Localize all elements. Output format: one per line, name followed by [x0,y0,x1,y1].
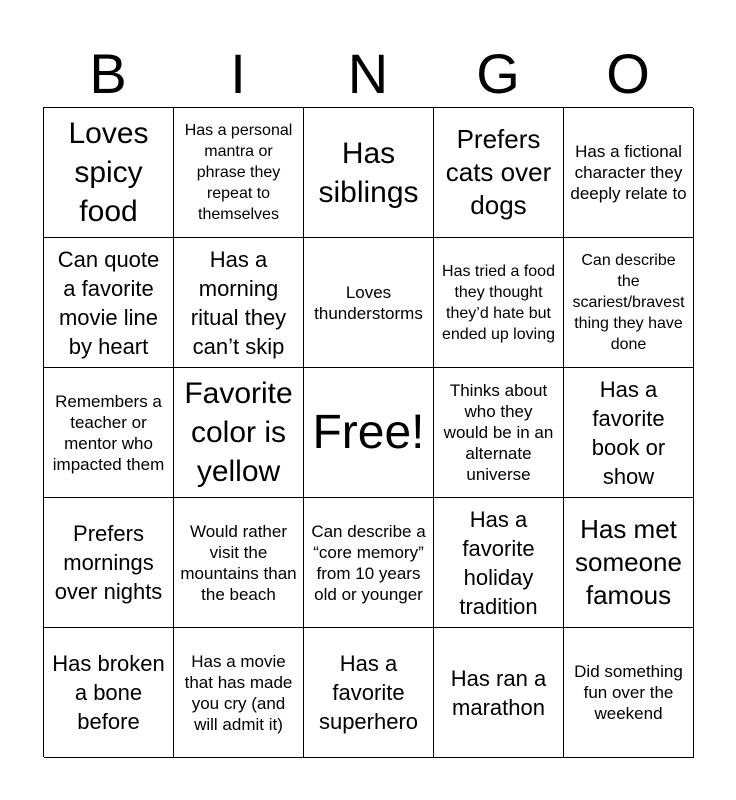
bingo-header [43,40,693,108]
cell-text: Has a movie that has made you cry (and will admit it) [184,651,293,734]
bingo-cell[interactable] [44,108,174,238]
cell-text: Loves spicy food [68,117,149,228]
cell-text: Has a favorite book or show [591,376,666,489]
header-letter-b: B [89,42,127,105]
bingo-cell[interactable] [44,628,174,758]
header-letter-i: I [230,42,246,105]
bingo-cell[interactable] [44,238,174,368]
cell-text: Can quote a favorite movie line by heart [57,246,160,359]
bingo-cell[interactable] [304,238,434,368]
header-letter-o: O [606,42,650,105]
bingo-cell[interactable] [564,238,694,368]
cell-text: Favorite color is yellow [184,377,293,488]
bingo-cell[interactable] [434,628,564,758]
bingo-cell[interactable] [44,368,174,498]
cell-text: Prefers cats over dogs [445,124,552,220]
bingo-cell[interactable] [174,368,304,498]
cell-text: Can describe the scariest/bravest thing they have done [572,252,685,353]
cell-text: Has a personal mantra or phrase they repeat to themselves [184,122,293,223]
bingo-cell[interactable] [174,628,304,758]
bingo-cell[interactable] [174,108,304,238]
cell-text: Prefers mornings over nights [54,521,163,604]
cell-text: Would rather visit the mountains than the beach [180,521,297,604]
bingo-cell[interactable] [564,498,694,628]
bingo-cell[interactable] [434,108,564,238]
cell-text: Free! [312,405,425,459]
cell-text: Has ran a marathon [450,665,547,720]
cell-text: Remembers a teacher or mentor who impacted them [52,391,165,474]
cell-text: Has siblings [318,136,419,209]
bingo-cell[interactable] [304,108,434,238]
bingo-cell[interactable] [564,628,694,758]
cell-text: Has a favorite superhero [318,651,419,734]
cell-text: Has a favorite holiday tradition [459,506,538,619]
header-letter-n: N [347,42,389,105]
cell-text: Has a fictional character they deeply relate to [570,142,687,203]
cell-text: Has met someone famous [575,514,682,610]
free-space-cell[interactable] [304,368,434,498]
bingo-cell[interactable] [564,368,694,498]
bingo-cell[interactable] [564,108,694,238]
cell-text: Has broken a bone before [52,651,165,734]
cell-text: Loves thunderstorms [314,282,423,323]
bingo-cell[interactable] [174,238,304,368]
bingo-cell[interactable] [304,628,434,758]
header-letter-g: G [476,42,520,105]
cell-text: Can describe a “core memory” from 10 years old or younger [311,521,426,604]
cell-text: Has a morning ritual they can’t skip [190,246,287,359]
bingo-cell[interactable] [174,498,304,628]
cell-text: Has tried a food they thought they’d hate but ended up loving [442,262,555,343]
bingo-grid [43,107,693,757]
bingo-cell[interactable] [434,368,564,498]
cell-text: Did something fun over the weekend [574,662,683,723]
cell-text: Thinks about who they would be in an alternate universe [443,381,554,484]
bingo-cell[interactable] [44,498,174,628]
bingo-cell[interactable] [304,498,434,628]
bingo-cell[interactable] [434,238,564,368]
bingo-cell[interactable] [434,498,564,628]
